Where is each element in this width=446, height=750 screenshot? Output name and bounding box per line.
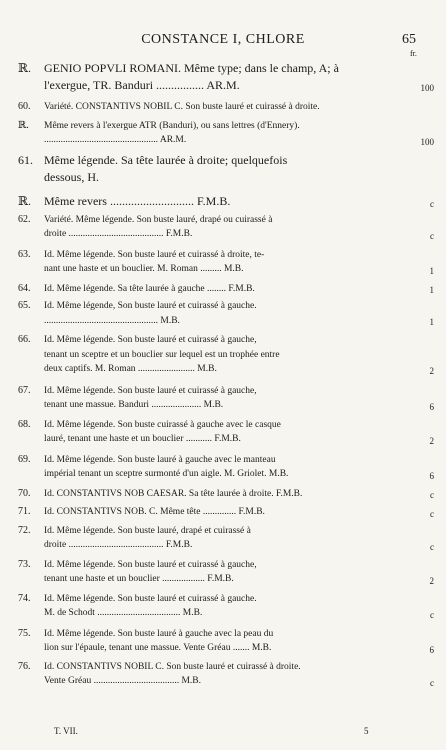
entry-line: Variété. Même légende. Son buste lauré, drapé ou cuirassé à [44, 214, 273, 225]
rarity-value: c [430, 490, 434, 500]
catalogue-entry [18, 282, 436, 297]
catalogue-entries [18, 60, 436, 693]
catalogue-entry [18, 60, 436, 94]
entry-line: lauré, tenant une haste et un bouclier ........... F.M.B. [44, 434, 241, 444]
entry-line: Id. Même légende. Son buste lauré et cuirassé à gauche. [44, 593, 257, 604]
entry-description [44, 248, 436, 277]
entry-line: droite ........................................ F.M.B. [44, 229, 193, 239]
page-number: 65 [402, 32, 416, 47]
catalogue-entry [18, 660, 436, 689]
entry-description [44, 453, 436, 482]
rarity-value: 1 [429, 317, 434, 327]
catalogue-entry [18, 333, 436, 377]
entry-number: 61. [18, 152, 33, 167]
entry-line: M. de Schodt ................................... M.B. [44, 608, 203, 618]
entry-line: Id. Même légende, Son buste lauré et cuirassé à gauche. [44, 301, 257, 311]
rarity-value: c [430, 677, 434, 688]
entry-number: 68. [18, 418, 31, 430]
entry-line: l'exergue, TR. Banduri ................ AR.M. [44, 78, 240, 92]
entry-description [44, 384, 436, 413]
entry-line: ................................................ AR.M. [44, 135, 187, 145]
entry-description [44, 152, 436, 186]
entry-line: Id. Même légende. Son buste lauré à gauche avec le manteau [44, 454, 276, 465]
entry-description [44, 119, 436, 148]
entry-number: 65. [18, 300, 31, 311]
entry-number: 67. [18, 384, 31, 396]
running-title: CONSTANCE I, CHLORE [141, 32, 305, 47]
rarity-value: 100 [420, 136, 434, 147]
entry-line: tenant un sceptre et un bouclier sur lequel est un trophée entre [44, 349, 280, 360]
rarity-value: c [430, 198, 434, 209]
entry-description [44, 282, 436, 297]
entry-line: GENIO POPVLI ROMANI. Même type; dans le champ, A; à [44, 61, 339, 75]
entry-line: Variété. CONSTANTIVS NOBIL C. Son buste lauré et cuirassé à droite. [44, 102, 320, 112]
entry-number: 69. [18, 453, 31, 465]
entry-description [44, 524, 436, 553]
entry-line: nant une haste et un bouclier. M. Roman ......... M.B. [44, 264, 244, 274]
entry-line: Id. Même légende. Son buste cuirassé à gauche avec le casque [44, 419, 281, 430]
entry-description [44, 487, 436, 502]
rarity-value: 1 [429, 285, 434, 295]
catalogue-entry [18, 119, 436, 148]
entry-line: Id. CONSTANTIVS NOB. C. Même tête .............. F.M.B. [44, 507, 265, 517]
entry-number: 74. [18, 592, 31, 604]
entry-description [44, 627, 436, 656]
entry-line: lion sur l'épaule, tenant une massue. Vente Gréau ....... M.B. [44, 643, 272, 653]
entry-description [44, 100, 436, 115]
entry-line: Id. CONSTANTIVS NOB CAESAR. Sa tête laurée à droite. F.M.B. [44, 488, 303, 499]
catalogue-entry [18, 152, 436, 186]
entry-line: Id. Même légende. Son buste lauré et cuirassé à droite, te- [44, 249, 265, 260]
catalogue-entry [18, 558, 436, 587]
rarity-value: c [430, 230, 434, 241]
entry-line: Id. Même légende. Son buste lauré, drapé et cuirassé à [44, 525, 251, 536]
entry-description [44, 558, 436, 587]
entry-number: ℝ. [18, 119, 29, 131]
entry-number: 64. [18, 282, 31, 294]
entry-number: 63. [18, 248, 31, 260]
entry-line: Même revers à l'exergue ATR (Banduri), ou sans lettres (d'Ennery). [44, 120, 300, 131]
entry-line: Id. CONSTANTIVS NOBIL C. Son buste lauré et cuirassé à droite. [44, 661, 301, 672]
catalogue-entry [18, 299, 436, 328]
rarity-value: 1 [429, 265, 434, 276]
catalogue-entry [18, 453, 436, 482]
entry-line: tenant une massue. Banduri ..................... M.B. [44, 400, 224, 410]
entry-line: Id. Même légende. Sa tête laurée à gauche ........ F.M.B. [44, 283, 255, 294]
catalogue-entry [18, 487, 436, 502]
entry-description [44, 193, 436, 210]
entry-description [44, 333, 436, 377]
rarity-value: c [430, 541, 434, 552]
entry-number: 71. [18, 506, 31, 517]
entry-line: Id. Même légende. Son buste lauré et cuirassé à gauche, [44, 385, 257, 396]
rarity-value: 2 [429, 575, 434, 586]
catalogue-entry [18, 505, 436, 520]
catalogue-entry [18, 100, 436, 115]
entry-description [44, 660, 436, 689]
catalogue-entry [18, 418, 436, 447]
rarity-value: 100 [420, 83, 434, 93]
entry-description [44, 418, 436, 447]
entry-number: 75. [18, 627, 31, 639]
catalogue-entry [18, 384, 436, 413]
entry-line: ................................................ M.B. [44, 315, 180, 326]
entry-number: 72. [18, 524, 31, 536]
entry-line: Id. Même légende. Son buste lauré à gauche avec la peau du [44, 628, 274, 639]
entry-number: 76. [18, 660, 31, 672]
rarity-value: 6 [429, 644, 434, 655]
entry-line: tenant une haste et un bouclier .................. F.M.B. [44, 574, 234, 584]
catalogue-entry [18, 248, 436, 277]
catalogue-entry [18, 213, 436, 242]
entry-line: Même légende. Sa tête laurée à droite; quelquefois [44, 152, 288, 167]
entry-line: Id. Même légende. Son buste lauré et cuirassé à gauche, [44, 559, 257, 570]
entry-number: 70. [18, 487, 31, 499]
sheet-signature: 5 [364, 726, 369, 736]
entry-line: impérial tenant un sceptre surmonté d'un aigle. M. Griolet. M.B. [44, 469, 289, 479]
rarity-value: c [430, 609, 434, 620]
entry-number: ℝ. [18, 193, 31, 208]
entry-description [44, 299, 436, 328]
entry-description [44, 60, 436, 94]
entry-number: 73. [18, 558, 31, 570]
entry-number: 66. [18, 334, 31, 345]
price-unit: fr. [410, 49, 417, 58]
entry-number: 60. [18, 101, 31, 112]
rarity-value: 6 [429, 470, 434, 481]
rarity-value: 2 [429, 435, 434, 446]
rarity-value: 2 [429, 365, 434, 376]
catalogue-entry [18, 524, 436, 553]
entry-number: 62. [18, 213, 31, 225]
entry-line: dessous, H. [44, 169, 100, 184]
catalogue-entry [18, 592, 436, 621]
rarity-value: 6 [429, 401, 434, 412]
rarity-value: c [430, 508, 434, 519]
entry-description [44, 592, 436, 621]
entry-line: Vente Gréau .................................... M.B. [44, 676, 201, 686]
volume-signature: T. VII. [54, 726, 78, 736]
entry-line: Id. Même légende. Son buste lauré et cuirassé à gauche, [44, 335, 257, 345]
entry-line: Même revers ............................ F.M.B. [44, 193, 231, 208]
entry-number: ℝ. [18, 61, 31, 75]
entry-description [44, 505, 436, 520]
entry-description [44, 213, 436, 242]
catalogue-entry [18, 627, 436, 656]
entry-line: deux captifs. M. Roman ........................ M.B. [44, 364, 217, 374]
catalogue-entry [18, 193, 436, 210]
entry-line: droite ........................................ F.M.B. [44, 540, 193, 550]
